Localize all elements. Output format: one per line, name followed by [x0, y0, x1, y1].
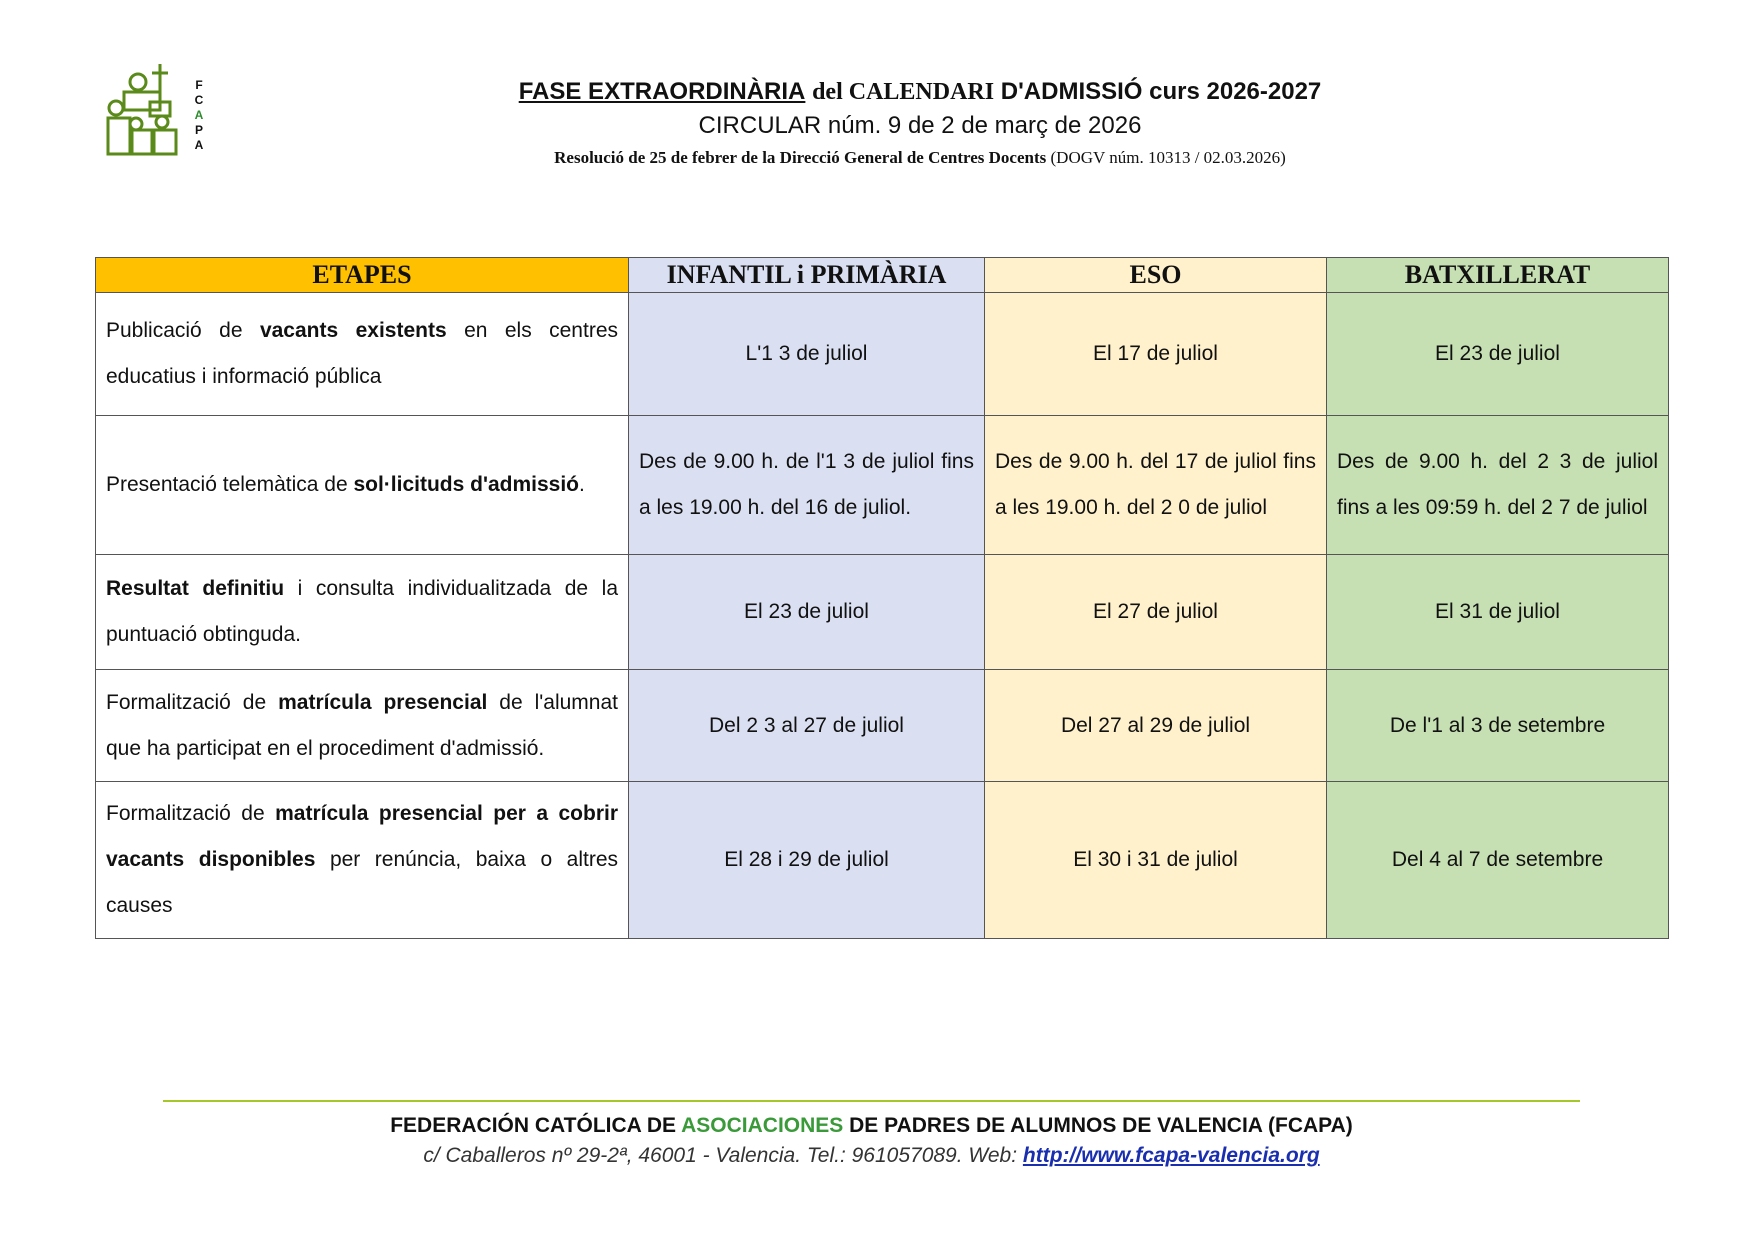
eso-cell: El 27 de juliol — [985, 555, 1327, 670]
stage-text: de l'alumnat que ha participat en el procediment d'admissió. — [106, 690, 618, 760]
header-etapes: ETAPES — [96, 258, 629, 293]
batxillerat-cell: Des de 9.00 h. del 2 3 de juliol fins a les 09:59 h. del 2 7 de juliol — [1327, 416, 1669, 555]
batxillerat-cell: De l'1 al 3 de setembre — [1327, 670, 1669, 782]
infantil-cell: Des de 9.00 h. de l'1 3 de juliol fins a les 19.00 h. del 16 de juliol. — [629, 416, 985, 555]
stage-text: . — [579, 473, 585, 496]
eso-cell: El 17 de juliol — [985, 293, 1327, 416]
table-header-row — [96, 258, 1669, 293]
eso-cell: Del 27 al 29 de juliol — [985, 670, 1327, 782]
table-row — [96, 293, 1669, 416]
stage-text: i consulta individualitzada de la puntuació obtinguda. — [106, 577, 618, 646]
infantil-cell: L'1 3 de juliol — [629, 293, 985, 416]
stage-cell — [96, 782, 629, 939]
stage-cell — [96, 555, 629, 670]
footer-divider — [163, 1100, 1580, 1102]
eso-cell: Des de 9.00 h. del 17 de juliol fins a les 19.00 h. del 2 0 de juliol — [985, 416, 1327, 555]
batxillerat-cell: El 23 de juliol — [1327, 293, 1669, 416]
table-row — [96, 670, 1669, 782]
stage-bold-text: vacants existents — [259, 319, 447, 342]
infantil-cell: El 28 i 29 de juliol — [629, 782, 985, 939]
footer-organization: FEDERACIÓN CATÓLICA DE ASOCIACIONES DE PADRES DE ALUMNOS DE VALENCIA (FCAPA) — [390, 1114, 1353, 1137]
resolution-reference: Resolució de 25 de febrer de la Direcció General de Centres Docents (DOGV núm. 10313 / 02.03.2026) — [554, 148, 1286, 167]
header-eso: ESO — [985, 258, 1327, 293]
stage-cell — [96, 293, 629, 416]
batxillerat-cell: El 31 de juliol — [1327, 555, 1669, 670]
infantil-cell: El 23 de juliol — [629, 555, 985, 670]
logo-letters: F C A P A — [194, 78, 204, 152]
stage-text: Formalització de — [106, 690, 279, 714]
infantil-cell: Del 2 3 al 27 de juliol — [629, 670, 985, 782]
stage-text: per renúncia, baixa o altres causes — [106, 848, 618, 917]
header-infantil-primaria: INFANTIL i PRIMÀRIA — [629, 258, 985, 293]
stage-cell — [96, 670, 629, 782]
stage-text: Presentació telemàtica de — [106, 473, 354, 496]
table-row — [96, 416, 1669, 555]
stage-bold-text: Resultat definitiu — [106, 577, 285, 600]
footer-address: c/ Caballeros nº 29-2ª, 46001 - Valencia. Tel.: 961057089. Web: http://www.fcapa-valencia.org — [423, 1144, 1320, 1167]
header-batxillerat: BATXILLERAT — [1327, 258, 1669, 293]
stage-text: en els centres educatius i informació pública — [106, 319, 618, 388]
eso-cell: El 30 i 31 de juliol — [985, 782, 1327, 939]
stage-text: Formalització de — [106, 802, 276, 825]
stage-bold-text: matrícula presencial per a cobrir vacants disponibles — [106, 802, 619, 871]
website-link[interactable]: http://www.fcapa-valencia.org — [1022, 1144, 1320, 1167]
circular-subtitle: CIRCULAR núm. 9 de 2 de març de 2026 — [698, 112, 1142, 139]
table-row — [96, 782, 1669, 939]
stage-cell — [96, 416, 629, 555]
page-title: FASE EXTRAORDINÀRIA del CALENDARI D'ADMISSIÓ curs 2026-2027 — [518, 78, 1322, 105]
stage-bold-text: sol·licituds d'admissió — [353, 473, 580, 496]
admission-calendar-table — [95, 257, 1669, 939]
stage-text: Publicació de — [106, 319, 260, 342]
stage-bold-text: matrícula presencial — [278, 690, 488, 714]
table-row — [96, 555, 1669, 670]
batxillerat-cell: Del 4 al 7 de setembre — [1327, 782, 1669, 939]
